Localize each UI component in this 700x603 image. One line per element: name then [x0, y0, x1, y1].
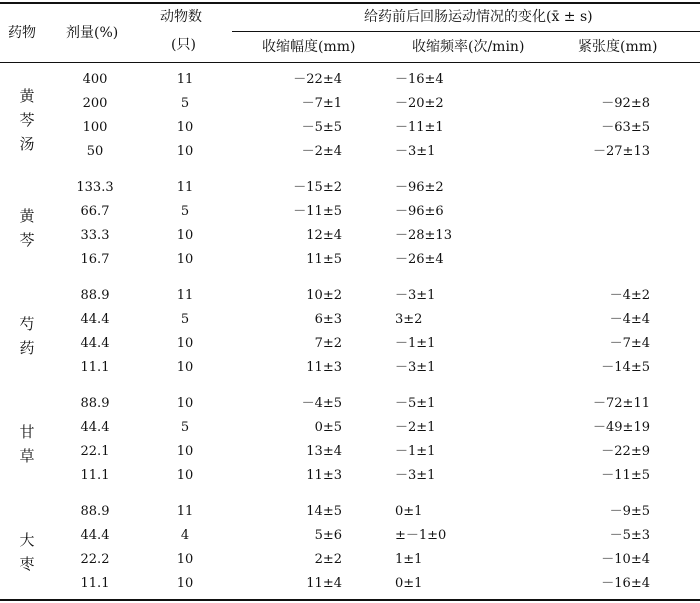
amplitude-cell: －15±2	[293, 180, 342, 195]
amplitude-cell: 0±5	[314, 420, 342, 435]
animals-cell: 11	[176, 288, 194, 303]
frequency-cell: －5±1	[395, 396, 436, 411]
dose-cell: 22.1	[80, 444, 110, 459]
amplitude-cell: 5±6	[314, 528, 342, 543]
animals-cell: 11	[176, 72, 194, 87]
animals-cell: 10	[176, 360, 194, 375]
drug-name-char: 甘	[19, 423, 35, 441]
frequency-cell: －3±1	[395, 144, 436, 159]
drug-name	[16, 312, 38, 360]
amplitude-cell: 13±4	[306, 444, 342, 459]
frequency-cell: －1±1	[395, 336, 436, 351]
drug-name	[16, 420, 38, 468]
amplitude-cell: 11±4	[306, 576, 342, 591]
animals-cell: 10	[176, 396, 194, 411]
header-rule	[0, 62, 700, 63]
bottom-rule	[0, 599, 700, 601]
amplitude-cell: －22±4	[293, 72, 342, 87]
amplitude-cell: 11±3	[306, 468, 342, 483]
frequency-cell: －96±2	[395, 180, 444, 195]
dose-cell: 88.9	[80, 504, 110, 519]
dose-cell: 33.3	[80, 228, 110, 243]
drug-name-char: 草	[19, 447, 35, 465]
dose-cell: 400	[82, 72, 108, 87]
drug-name-char: 芩	[19, 231, 35, 249]
drug-name-char: 药	[19, 339, 35, 357]
amplitude-cell: 7±2	[314, 336, 342, 351]
frequency-cell: ±－1±0	[395, 528, 447, 543]
col-header-dose: 剂量(%)	[66, 25, 119, 41]
animals-cell: 5	[180, 204, 190, 219]
dose-cell: 88.9	[80, 288, 110, 303]
amplitude-cell: －7±1	[301, 96, 342, 111]
frequency-cell: －3±1	[395, 468, 436, 483]
col-header-animals: 动物数	[160, 9, 202, 25]
amplitude-cell: 12±4	[306, 228, 342, 243]
amplitude-cell: －5±5	[301, 120, 342, 135]
dose-cell: 44.4	[80, 420, 110, 435]
drug-name-char: 黄	[19, 87, 35, 105]
dose-cell: 50	[86, 144, 104, 159]
frequency-cell: －1±1	[395, 444, 436, 459]
frequency-cell: －20±2	[395, 96, 444, 111]
animals-cell: 10	[176, 576, 194, 591]
top-rule	[0, 2, 700, 4]
amplitude-cell: 11±5	[306, 252, 342, 267]
tension-cell: －22±9	[601, 444, 650, 459]
tension-cell: －27±13	[593, 144, 650, 159]
col-header-tension: 紧张度(mm)	[578, 39, 658, 55]
animals-cell: 10	[176, 552, 194, 567]
animals-cell: 5	[180, 312, 190, 327]
frequency-cell: －3±1	[395, 360, 436, 375]
drug-name-char: 汤	[19, 135, 35, 153]
dose-cell: 133.3	[76, 180, 114, 195]
animals-cell: 10	[176, 444, 194, 459]
drug-name-char: 芩	[19, 111, 35, 129]
col-group-header: 给药前后回肠运动情况的变化(x̄ ± s)	[364, 9, 593, 25]
frequency-cell: －28±13	[395, 228, 452, 243]
tension-cell: －7±4	[609, 336, 650, 351]
col-header-drug: 药物	[8, 25, 36, 41]
tension-cell: －4±2	[609, 288, 650, 303]
col-header-amplitude: 收缩幅度(mm)	[262, 39, 356, 55]
dose-cell: 22.2	[80, 552, 110, 567]
animals-cell: 5	[180, 420, 190, 435]
dose-cell: 44.4	[80, 528, 110, 543]
tension-cell: －72±11	[593, 396, 650, 411]
animals-cell: 10	[176, 144, 194, 159]
drug-name-char: 枣	[19, 555, 35, 573]
frequency-cell: 1±1	[395, 552, 423, 567]
amplitude-cell: －2±4	[301, 144, 342, 159]
amplitude-cell: 14±5	[306, 504, 342, 519]
tension-cell: －49±19	[593, 420, 650, 435]
amplitude-cell: －4±5	[301, 396, 342, 411]
amplitude-cell: 2±2	[314, 552, 342, 567]
amplitude-cell: 11±3	[306, 360, 342, 375]
amplitude-cell: 6±3	[314, 312, 342, 327]
animals-cell: 10	[176, 228, 194, 243]
frequency-cell: 3±2	[395, 312, 423, 327]
tension-cell: －4±4	[609, 312, 650, 327]
dose-cell: 11.1	[80, 360, 110, 375]
dose-cell: 200	[82, 96, 108, 111]
dose-cell: 11.1	[80, 576, 110, 591]
dose-cell: 44.4	[80, 312, 110, 327]
dose-cell: 44.4	[80, 336, 110, 351]
animals-cell: 10	[176, 336, 194, 351]
dose-cell: 11.1	[80, 468, 110, 483]
frequency-cell: －2±1	[395, 420, 436, 435]
col-header-animals-unit: (只)	[171, 37, 196, 53]
frequency-cell: 0±1	[395, 504, 423, 519]
group-underline	[232, 31, 700, 32]
drug-name	[16, 84, 38, 156]
animals-cell: 4	[180, 528, 190, 543]
tension-cell: －16±4	[601, 576, 650, 591]
amplitude-cell: －11±5	[293, 204, 342, 219]
animals-cell: 11	[176, 180, 194, 195]
animals-cell: 10	[176, 252, 194, 267]
frequency-cell: －16±4	[395, 72, 444, 87]
tension-cell: －63±5	[601, 120, 650, 135]
dose-cell: 66.7	[80, 204, 110, 219]
amplitude-cell: 10±2	[306, 288, 342, 303]
frequency-cell: －96±6	[395, 204, 444, 219]
col-header-frequency: 收缩频率(次/min)	[412, 39, 525, 55]
tension-cell: －10±4	[601, 552, 650, 567]
tension-cell: －5±3	[609, 528, 650, 543]
drug-name-char: 大	[19, 531, 35, 549]
animals-cell: 10	[176, 120, 194, 135]
frequency-cell: 0±1	[395, 576, 423, 591]
dose-cell: 16.7	[80, 252, 110, 267]
animals-cell: 5	[180, 96, 190, 111]
drug-name	[16, 528, 38, 576]
tension-cell: －9±5	[609, 504, 650, 519]
tension-cell: －92±8	[601, 96, 650, 111]
drug-name	[16, 204, 38, 252]
frequency-cell: －3±1	[395, 288, 436, 303]
drug-name-char: 黄	[19, 207, 35, 225]
tension-cell: －11±5	[601, 468, 650, 483]
tension-cell: －14±5	[601, 360, 650, 375]
frequency-cell: －11±1	[395, 120, 444, 135]
dose-cell: 88.9	[80, 396, 110, 411]
drug-name-char: 芍	[19, 315, 35, 333]
dose-cell: 100	[82, 120, 108, 135]
animals-cell: 10	[176, 468, 194, 483]
frequency-cell: －26±4	[395, 252, 444, 267]
animals-cell: 11	[176, 504, 194, 519]
